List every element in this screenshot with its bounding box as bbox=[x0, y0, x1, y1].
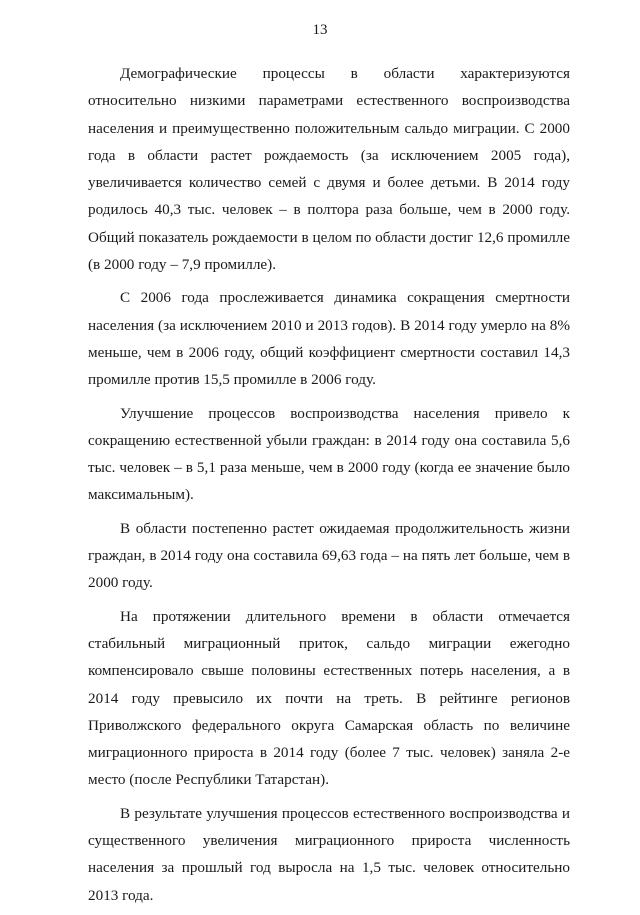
paragraph-birth-rate: Демографические процессы в области характеризуются относительно низкими параметрами естественного воспроизводства населения и преимущественно положительным сальдо миграции. С 2000 года в области растет рождаемость (за исключением 2005 года), увеличивается количество семей с двумя и более детьми. В 2014 году родилось 40,3 тыс. человек – в полтора раза больше, чем в 2000 году. Общий показатель рождаемости в целом по области достиг 12,6 промилле (в 2000 году – 7,9 промилле). bbox=[88, 65, 570, 274]
page-number: 13 bbox=[312, 22, 328, 38]
paragraph-life-expectancy: В области постепенно растет ожидаемая продолжительность жизни граждан, в 2014 году она составила 69,63 года – на пять лет больше, чем в 2000 году. bbox=[88, 519, 570, 592]
paragraph-natural-decline: Улучшение процессов воспроизводства населения привело к сокращению естественной убыли граждан: в 2014 году она составила 5,6 тыс. человек – в 5,1 раза меньше, чем в 2000 году (когда ее значение было максимальным). bbox=[88, 404, 570, 504]
paragraph-mortality: С 2006 года прослеживается динамика сокращения смертности населения (за исключением 2010 и 2013 годов). В 2014 году умерло на 8% меньше, чем в 2006 году, общий коэффициент смертности составил 14,3 промилле против 15,5 промилле в 2006 году. bbox=[88, 289, 570, 389]
paragraph-population-growth: В результате улучшения процессов естественного воспроизводства и существенного увеличения миграционного прироста численность населения за прошлый год выросла на 1,5 тыс. человек относительно 2013 года. bbox=[88, 804, 570, 904]
paragraph-migration: На протяжении длительного времени в области отмечается стабильный миграционный приток, сальдо миграции ежегодно компенсировало свыше половины естественных потерь населения, а в 2014 году превысило их почти на треть. В рейтинге регионов Приволжского федерального округа Самарская область по величине миграционного прироста в 2014 году (более 7 тыс. человек) заняла 2-е место (после Республики Татарстан). bbox=[88, 607, 570, 789]
text-body bbox=[88, 60, 570, 915]
